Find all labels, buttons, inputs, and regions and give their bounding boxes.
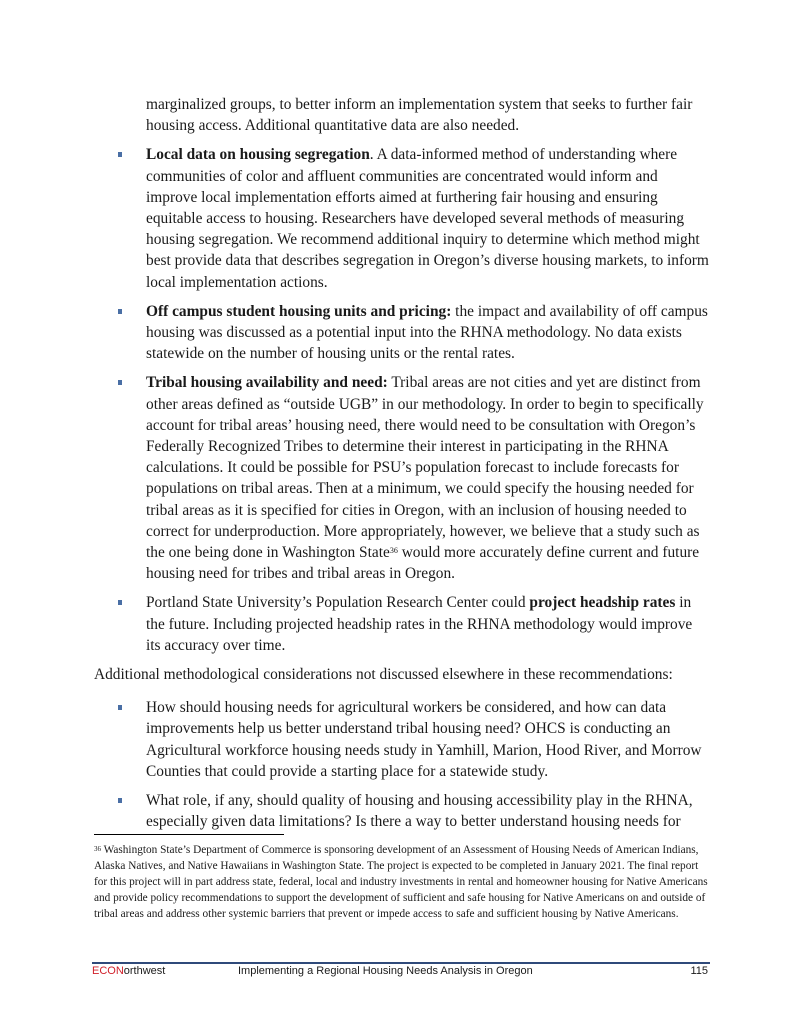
footnote-text: Washington State’s Department of Commerce is sponsoring development of an Assessment of Housing Needs of American Indians, Alaska Natives, and Native Hawaiians in Washington State. The project is expected to be completed in January 2021. The final report for this project will in part address state, federal, local and industry investments in rental and homeowner housing for Native Americans and provide policy recommendations to support the development of sufficient and safe housing for Native Americans on and outside of tribal areas and address other systemic barriers that prevent or impede access to safe and sufficient housing by Native Americans. bbox=[94, 844, 708, 920]
page-body bbox=[94, 94, 710, 841]
bullet-icon bbox=[118, 600, 122, 605]
item-text: in the future. Including projected headship rates in the RHNA methodology would improve its accuracy over time. bbox=[146, 594, 693, 654]
list-item-tribal-housing bbox=[94, 372, 710, 584]
additional-lead: Additional methodological considerations not discussed elsewhere in these recommendations: bbox=[94, 666, 673, 684]
brand-logo bbox=[92, 965, 165, 977]
bullet-icon bbox=[118, 309, 122, 314]
considerations-list bbox=[94, 697, 710, 832]
bullet-icon bbox=[118, 152, 122, 157]
footnote bbox=[94, 842, 710, 922]
item-text: Portland State University’s Population Research Center could bbox=[146, 594, 530, 612]
list-item-segregation bbox=[94, 144, 710, 292]
list-item-quality bbox=[94, 790, 710, 832]
document-title: Implementing a Regional Housing Needs Analysis in Oregon bbox=[238, 965, 533, 977]
item-heading: Tribal housing availability and need: bbox=[146, 374, 388, 392]
footer-rule bbox=[92, 962, 710, 964]
list-item-agricultural bbox=[94, 697, 710, 782]
page-number: 115 bbox=[690, 965, 708, 977]
brand-econ: ECON bbox=[92, 965, 124, 977]
item-text: Tribal areas are not cities and yet are distinct from other areas defined as “outside UGB” in our methodology. In order to begin to specifically account for tribal areas’ housing need, there would need to be consultation with Oregon’s Federally Recognized Tribes to determine their interest in participating in the RHNA calculations. It could be possible for PSU’s population forecast to include forecasts for populations on tribal areas. Then at a minimum, we could specify the housing needed for tribal areas as it is specified for cities in Oregon, with an inclusion of housing needed to correct for underproduction. More appropriately, however, we believe that a study such as the one being done in Washington State bbox=[146, 374, 704, 562]
page-footer bbox=[92, 965, 710, 981]
brand-northwest: orthwest bbox=[123, 965, 166, 977]
bullet-icon bbox=[118, 798, 122, 803]
footnote-number: 36 bbox=[94, 845, 101, 853]
intro-continuation: marginalized groups, to better inform an implementation system that seeks to further fair housing access. Additional quantitative data are also needed. bbox=[146, 96, 693, 135]
item-text: What role, if any, should quality of housing and housing accessibility play in the RHNA, especially given data limitations? Is there a way to better understand housing needs for bbox=[146, 792, 693, 831]
item-text: the impact and availability of off campus housing was discussed as a potential input into the RHNA methodology. No data exists statewide on the number of housing units or the rental rates. bbox=[146, 302, 708, 363]
item-heading: Local data on housing segregation bbox=[146, 146, 370, 164]
footnote-separator bbox=[94, 834, 284, 835]
item-heading: Off campus student housing units and pricing: bbox=[146, 302, 452, 320]
list-item-student-housing bbox=[94, 301, 710, 365]
item-text: How should housing needs for agricultural workers be considered, and how can data improvements help us better understand tribal housing need? OHCS is conducting an Agricultural workforce housing needs study in Yamhill, Marion, Hood River, and Morrow Counties that could provide a starting place for a statewide study. bbox=[146, 699, 702, 780]
footnote-reference[interactable]: 36 bbox=[389, 546, 398, 556]
data-needs-list bbox=[94, 144, 710, 656]
bullet-icon bbox=[118, 380, 122, 385]
bullet-icon bbox=[118, 705, 122, 710]
item-heading: project headship rates bbox=[529, 594, 676, 612]
item-text: . A data-informed method of understanding where communities of color and affluent communities are concentrated would inform and improve local implementation efforts aimed at furthering fair housing and ensuring equitable access to housing. Researchers have developed several methods of measuring housing segregation. We recommend additional inquiry to determine which method might best provide data that describes segregation in Oregon’s diverse housing markets, to inform local implementation actions. bbox=[146, 146, 709, 291]
list-item-headship-rates bbox=[94, 592, 710, 656]
item-text: would more accurately define current and future housing need for tribes and tribal areas in Oregon. bbox=[146, 544, 700, 583]
